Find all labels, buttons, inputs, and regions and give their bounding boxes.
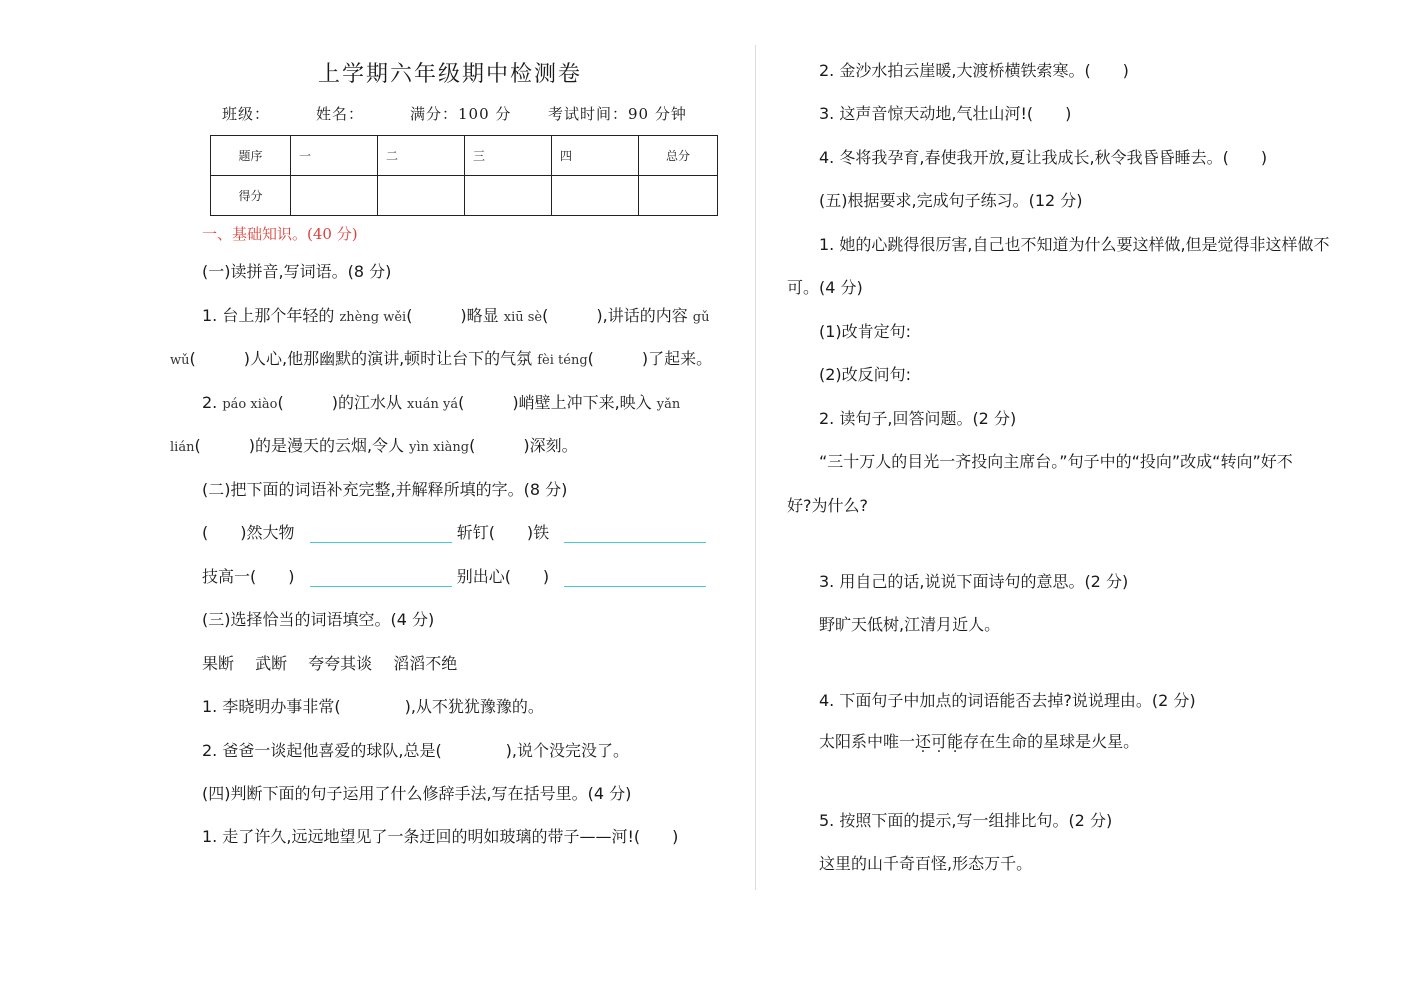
text-segment: ( )的江水从	[277, 393, 408, 412]
score-row-label: 得分	[211, 176, 291, 216]
text-segment: 2.	[202, 393, 223, 412]
sentence-question-4: 4. 下面句子中加点的词语能否去掉?说说理由。(2 分)	[819, 691, 1196, 710]
score-header-cell: 三	[465, 136, 552, 176]
answer-line[interactable]	[564, 568, 706, 587]
answer-line[interactable]	[310, 524, 452, 543]
sentence-question-3: 3. 用自己的话,说说下面诗句的意思。(2 分)	[819, 572, 1129, 591]
dotted-char: 还	[915, 732, 932, 751]
rhetoric-question-4: 4. 冬将我孕育,春使我开放,夏让我成长,秋令我昏昏睡去。( )	[819, 148, 1268, 167]
part-four-title: (四)判断下面的句子运用了什么修辞手法,写在括号里。(4 分)	[202, 784, 632, 803]
score-table-header-row	[211, 136, 718, 176]
name-label: 姓名：	[316, 105, 365, 123]
text-segment: 存在生命的星球是火星。	[963, 732, 1140, 751]
score-cell[interactable]	[465, 176, 552, 216]
sentence-question-1-line-1: 1. 她的心跳得很厉害,自己也不知道为什么要这样做,但是觉得非这样做不	[819, 235, 1330, 254]
pinyin: xiū sè	[503, 310, 543, 325]
text-segment: ( )深刻。	[469, 436, 578, 455]
pinyin: zhèng wěi	[339, 310, 407, 325]
score-header-cell: 总分	[639, 136, 718, 176]
score-table-score-row	[211, 176, 718, 216]
score-header-cell: 四	[552, 136, 639, 176]
text-segment: 1. 台上那个年轻的	[202, 306, 340, 325]
part-two-title: (二)把下面的词语补充完整,并解释所填的字。(8 分)	[202, 480, 568, 499]
full-score: 满分：100 分	[410, 105, 512, 123]
sentence-subquestion-2: (2)改反问句:	[819, 365, 912, 384]
quote-line-1: “三十万人的目光一齐投向主席台。”句子中的“投向”改成“转向”好不	[819, 452, 1293, 471]
sentence-question-2: 2. 读句子,回答问题。(2 分)	[819, 409, 1017, 428]
page-title: 上学期六年级期中检测卷	[318, 62, 583, 87]
dotted-char: 可	[931, 732, 948, 751]
rhetoric-question-3: 3. 这声音惊天动地,气壮山河!( )	[819, 104, 1072, 123]
answer-line[interactable]	[564, 524, 706, 543]
quote-line-2: 好?为什么?	[787, 496, 868, 515]
pinyin: xuán yá	[407, 397, 459, 412]
idiom-3: 技高一( )	[202, 567, 295, 586]
column-divider	[755, 45, 756, 890]
idiom-2: 斩钉( )铁	[456, 523, 550, 542]
pinyin: páo xiào	[222, 397, 278, 412]
pinyin: yǎn	[656, 397, 681, 412]
idiom-row-2	[202, 567, 706, 587]
dotted-char: 能	[947, 732, 964, 751]
score-cell[interactable]	[378, 176, 465, 216]
exam-time: 考试时间：90 分钟	[548, 105, 687, 123]
text-segment: 太阳系中唯一	[819, 732, 916, 751]
question-2-line-1	[202, 393, 680, 415]
pinyin: gǔ	[692, 310, 710, 325]
choice-question-2: 2. 爸爸一谈起他喜爱的球队,总是( ),说个没完没了。	[202, 741, 630, 760]
score-header-cell: 一	[291, 136, 378, 176]
text-segment: ( )峭壁上冲下来,映入	[458, 393, 657, 412]
rhetoric-question-2: 2. 金沙水拍云崖暖,大渡桥横铁索寒。( )	[819, 61, 1129, 80]
score-cell[interactable]	[291, 176, 378, 216]
score-header-cell: 题序	[211, 136, 291, 176]
idiom-row-1	[202, 523, 706, 543]
pinyin: yìn xiàng	[409, 440, 470, 455]
word-choices: 果断 武断 夸夸其谈 滔滔不绝	[202, 654, 458, 673]
pinyin: fèi téng	[537, 353, 588, 368]
choice-question-1: 1. 李晓明办事非常( ),从不犹犹豫豫的。	[202, 697, 544, 716]
section-one-title: 一、基础知识。(40 分)	[202, 225, 358, 243]
score-table	[210, 135, 718, 216]
answer-line[interactable]	[310, 568, 452, 587]
score-cell[interactable]	[639, 176, 718, 216]
pinyin: wǔ	[170, 353, 190, 368]
sentence-subquestion-1: (1)改肯定句:	[819, 322, 912, 341]
part-three-title: (三)选择恰当的词语填空。(4 分)	[202, 610, 435, 629]
part-one-title: (一)读拼音,写词语。(8 分)	[202, 262, 392, 281]
text-segment: ( )了起来。	[587, 349, 713, 368]
idiom-1: ( )然大物	[202, 523, 295, 542]
pinyin: lián	[170, 440, 195, 455]
question-1-line-1	[202, 306, 710, 328]
text-segment: ( ),讲话的内容	[542, 306, 693, 325]
text-segment: ( )人心,他那幽默的演讲,顿时让台下的气氛	[189, 349, 538, 368]
score-cell[interactable]	[552, 176, 639, 216]
class-label: 班级：	[222, 105, 271, 123]
text-segment: ( )的是漫天的云烟,令人	[194, 436, 410, 455]
prompt-sentence: 这里的山千奇百怪,形态万千。	[819, 854, 1033, 873]
text-segment: ( )略显	[406, 306, 504, 325]
poem-line: 野旷天低树,江清月近人。	[819, 615, 1001, 634]
dotted-sentence	[819, 732, 1139, 752]
sentence-question-5: 5. 按照下面的提示,写一组排比句。(2 分)	[819, 811, 1113, 830]
question-2-line-2	[170, 436, 578, 458]
rhetoric-question-1: 1. 走了许久,远远地望见了一条迂回的明如玻璃的带子——河!( )	[202, 827, 679, 846]
sentence-question-1-line-2: 可。(4 分)	[787, 278, 863, 297]
idiom-4: 别出心( )	[456, 567, 550, 586]
question-1-line-2	[170, 349, 712, 371]
part-five-title: (五)根据要求,完成句子练习。(12 分)	[819, 191, 1083, 210]
score-header-cell: 二	[378, 136, 465, 176]
